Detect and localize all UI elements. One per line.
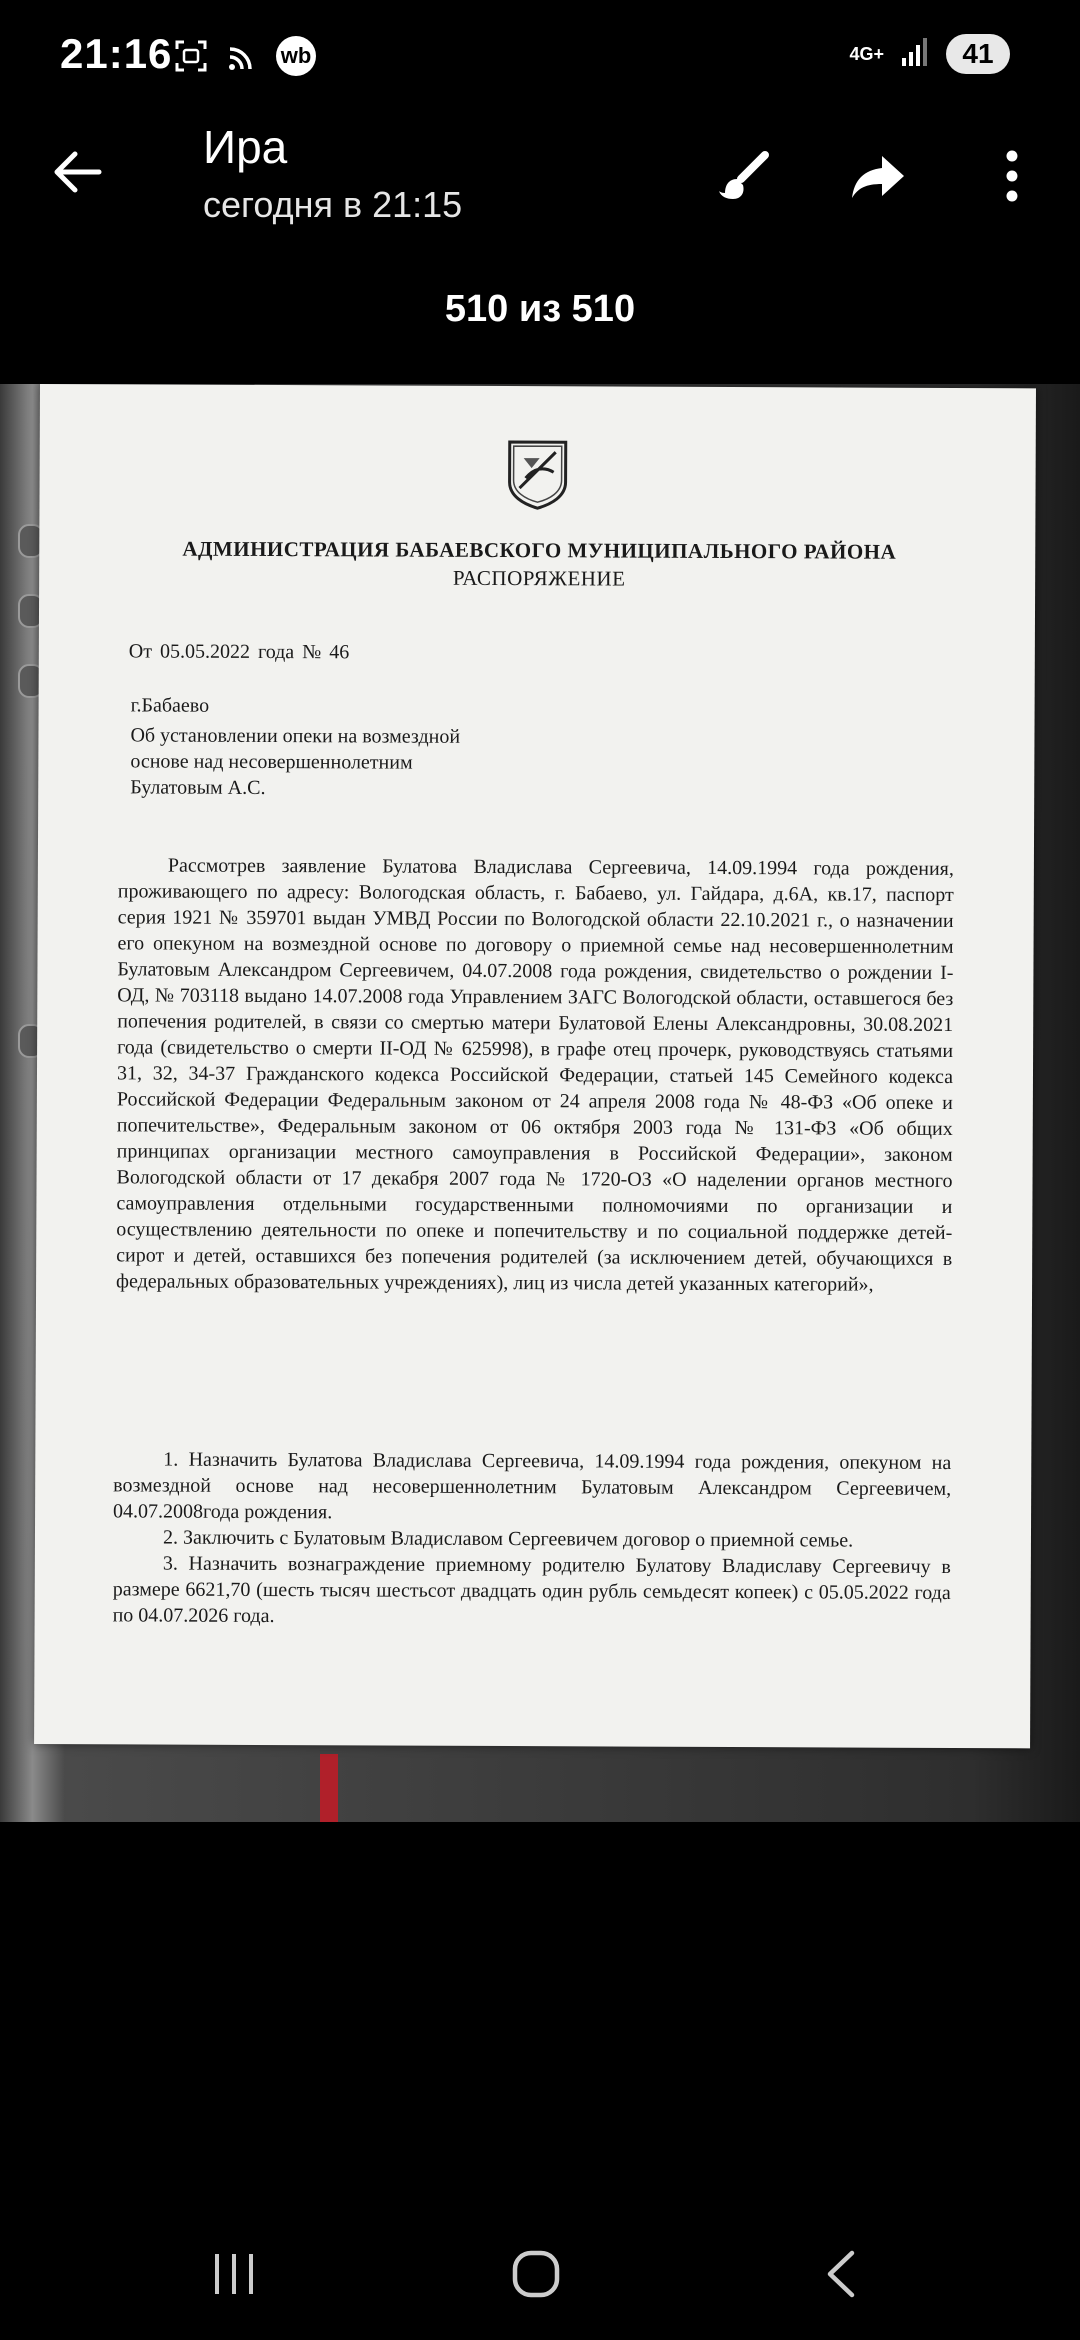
status-system-icons [849,34,1010,74]
system-navigation-bar [0,2200,1080,2340]
point-item: 1. Назначить Булатова Владислава Сергеевича, 14.09.1994 года рождения, опекуном на возмездной основе над несовершеннолетним Булатовым Александром Сергеевичем, 04.07.2008года рождения. [113,1448,952,1524]
battery-indicator: 41 [946,34,1010,74]
document-date-number: От 05.05.2022 года № 46 [128,640,350,664]
preamble-paragraph: Рассмотрев заявление Булатова Владислава Сергеевича, 14.09.1994 года рождения, проживающего по адресу: Вологодская область, г. Бабаево, ул. Гайдара, д.6А, кв.17, паспорт серия 1921 № 359701 выдан УМВД России по Вологодской области 22.10.2021 г., о назначении его опекуном на возмездной основе по договору о приемной семье над несовершеннолетним Булатовым Александром Сергеевичем, 04.07.2008 года рождения, свидетельство о рождении I-ОД, № 703118 выдано 14.07.2008 года Управлением ЗАГС Вологодской области, оставшегося без попечения родителей, в связи со смертью матери Булатовой Елены Александровны, 30.08.2021 года (свидетельство о смерти II-ОД № 625998), в графе отец прочерк, руководствуясь статьями 31, 32, 34-37 Гражданского кодекса Российской Федерации, статьей 145 Семейного кодекса Российской Федерации Федеральным законом от 24 апреля 2008 года № 48-ФЗ «Об опеке и попечительстве», Федеральным законом от 06 октября 2003 года № 131-ФЗ «Об общих принципах организации местного самоуправления в Российской Федерации», законом Вологодской области от 17 декабря 2007 года № 1720-ОЗ «О наделении органов местного самоуправления отдельными государственными полномочиями по организации и осуществлению деятельности по опеке и попечительству и по социальной поддержке детей-сирот и детей, оставшихся без попечения родителей (за исключением детей, обучающихся в федеральных образовательных учреждениях), лиц из числа детей указанных категорий», [116,854,954,1296]
status-time: 21:16 [60,30,173,77]
coat-of-arms-emblem [505,438,569,510]
brush-icon[interactable] [712,144,776,208]
subject-line: Булатовым А.С. [130,776,266,799]
point-item: 2. Заключить с Булатовым Владиславом Сергеевичем договор о приемной семье. [162,1526,854,1552]
arrow-left-icon[interactable] [46,140,110,204]
status-notification-icons [172,36,316,76]
subject-line: Об установлении опеки на возмездной [130,724,461,748]
home-icon[interactable] [496,2244,576,2304]
viewer-toolbar [0,120,1080,230]
document-subject [130,722,460,801]
signal-icon [900,36,930,73]
document-type: РАСПОРЯЖЕНИЕ [452,565,626,591]
recents-icon[interactable] [194,2244,274,2304]
document-organization: АДМИНИСТРАЦИЯ БАБАЕВСКОГО МУНИЦИПАЛЬНОГО РАЙОНА [182,536,897,564]
subject-line: основе над несовершеннолетним [130,750,413,774]
back-icon[interactable] [800,2244,880,2304]
document-page [34,384,1036,1748]
point-item: 3. Назначить вознаграждение приемному родителю Булатову Владиславу Сергеевичу в размере 6621,70 (шесть тысяч шестьсот двадцать один рубль семьдесят копеек) с 05.05.2022 года по 04.07.2026 года. [112,1552,951,1628]
screenshot-icon [172,37,210,75]
red-folder-edge [320,1754,338,1822]
cast-icon [224,37,262,75]
network-type: 4G+ [849,44,884,64]
more-vertical-icon[interactable] [980,144,1044,208]
document-place: г.Бабаево [130,694,210,717]
media-counter: 510 из 510 [444,288,636,330]
forward-icon[interactable] [846,144,910,208]
document-points [113,1446,952,1632]
status-bar [0,0,1080,120]
photo-viewer[interactable] [0,384,1080,1822]
wb-app-icon: wb [276,36,316,76]
message-timestamp: сегодня в 21:15 [203,184,463,225]
sender-name: Ира [203,121,288,173]
document-preamble [116,852,954,1298]
